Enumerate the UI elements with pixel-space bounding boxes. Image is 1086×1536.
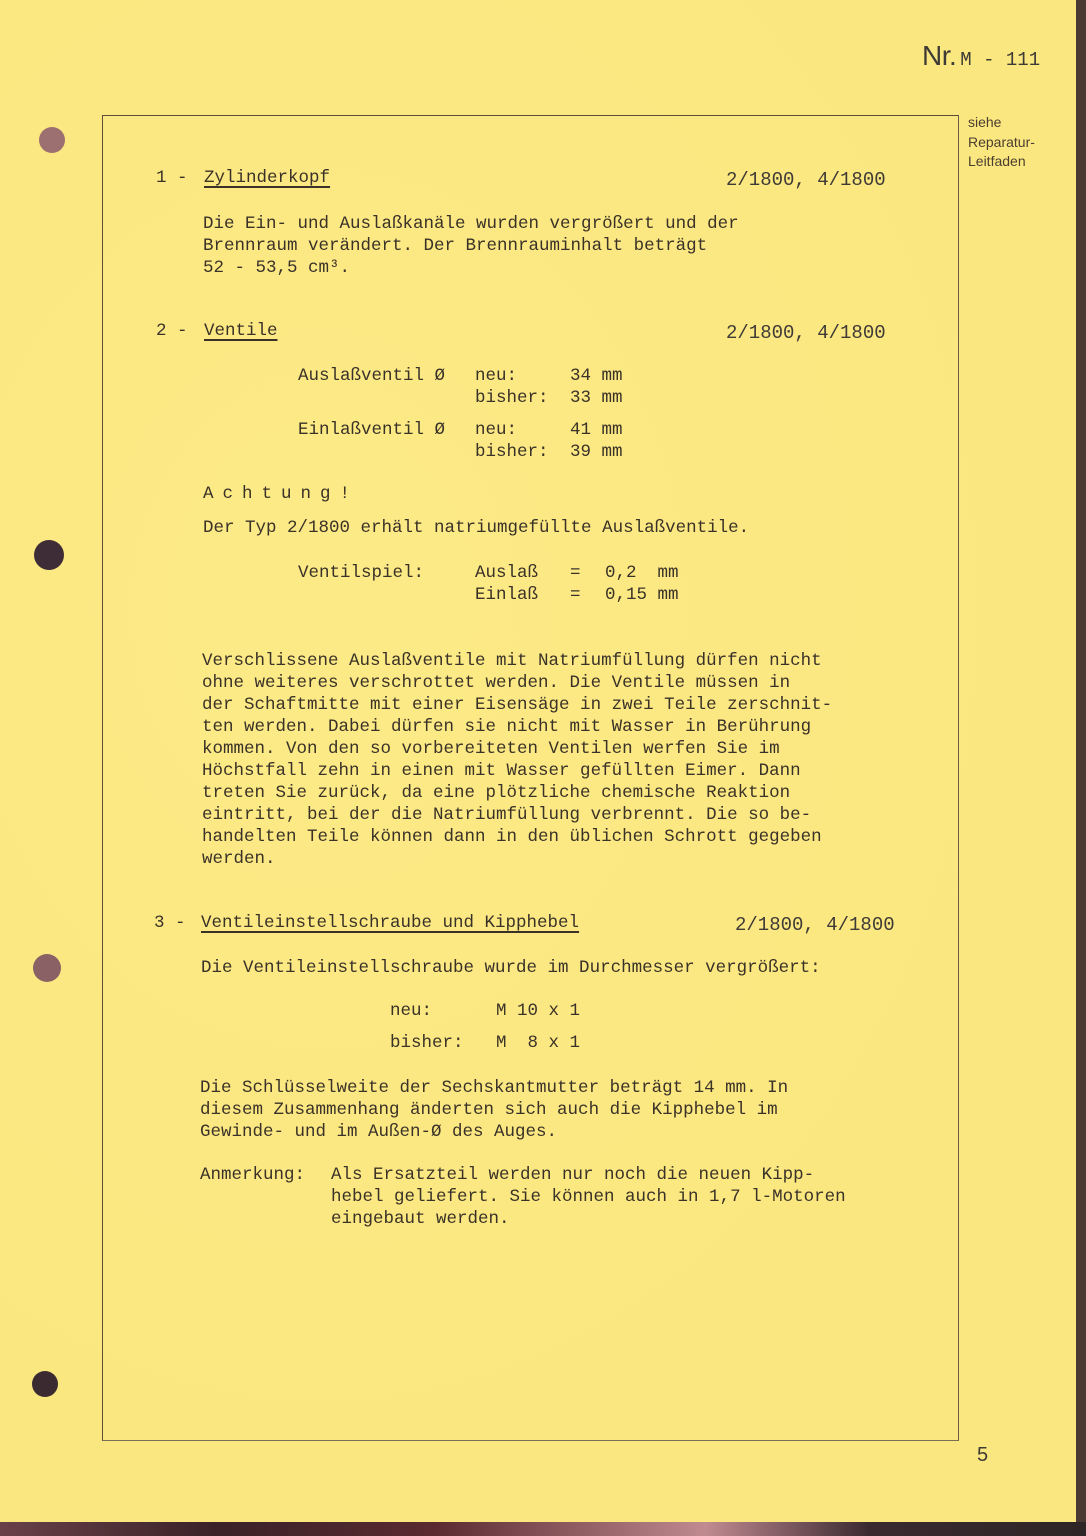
note-text-line: hebel geliefert. Sie können auch in 1,7 l-Motoren (331, 1187, 846, 1207)
clearance-exhaust-value: 0,2 mm (605, 563, 679, 583)
section-3-body-line: Die Schlüsselweite der Sechskantmutter beträgt 14 mm. In (200, 1078, 789, 1098)
margin-note-line: siehe (968, 114, 1002, 130)
exhaust-valve-old-label: bisher: (475, 388, 549, 408)
disposal-text-line: Verschlissene Auslaßventile mit Natriumfüllung dürfen nicht (202, 651, 822, 671)
clearance-exhaust-name: Auslaß (475, 563, 539, 583)
disposal-text-line: eintritt, bei der die Natriumfüllung verbrennt. Die so be- (202, 805, 812, 825)
section-3-body-line: diesem Zusammenhang änderten sich auch die Kipphebel im (200, 1100, 778, 1120)
disposal-text-line: der Schaftmitte mit einer Eisensäge in zwei Teile zerschnit- (202, 695, 833, 715)
section-1-number: 1 - (156, 168, 188, 188)
doc-code: M - 111 (960, 49, 1041, 71)
punch-hole (34, 540, 64, 570)
disposal-text-line: kommen. Von den so vorbereiteten Ventilen werfen Sie im (202, 739, 780, 759)
disposal-text-line: ten werden. Dabei dürfen sie nicht mit Wasser in Berührung (202, 717, 812, 737)
clearance-intake-eq: = (570, 585, 581, 605)
section-2-title: Ventile (204, 321, 278, 341)
section-3-title: Ventileinstellschraube und Kipphebel (201, 913, 580, 933)
intake-valve-new-label: neu: (475, 420, 518, 440)
clearance-intake-value: 0,15 mm (605, 585, 679, 605)
intake-valve-old-value: 39 mm (570, 442, 623, 462)
punch-hole (32, 1371, 58, 1397)
margin-note (968, 113, 1068, 172)
section-1-title: Zylinderkopf (204, 168, 331, 188)
section-3-body-line: Gewinde- und im Außen-Ø des Auges. (200, 1122, 558, 1142)
margin-note-line: Leitfaden (968, 153, 1026, 169)
margin-note-line: Reparatur- (968, 133, 1035, 150)
disposal-text-line: Höchstfall zehn in einen mit Wasser gefüllten Eimer. Dann (202, 761, 801, 781)
clearance-intake-name: Einlaß (475, 585, 539, 605)
section-3-models: 2/1800, 4/1800 (735, 914, 895, 936)
thread-new-label: neu: (390, 1001, 433, 1021)
section-1-models: 2/1800, 4/1800 (726, 169, 886, 191)
disposal-text-line: handelten Teile können dann in den üblichen Schrott gegeben (202, 827, 822, 847)
exhaust-valve-new-value: 34 mm (570, 366, 623, 386)
section-1-body-line: 52 - 53,5 cm³. (203, 258, 351, 278)
section-2-number: 2 - (156, 321, 188, 341)
section-2-models: 2/1800, 4/1800 (726, 322, 886, 344)
disposal-text-line: treten Sie zurück, da eine plötzliche chemische Reaktion (202, 783, 791, 803)
punch-hole (39, 127, 65, 153)
disposal-text-line: ohne weiteres verschrottet werden. Die Ventile müssen in (202, 673, 791, 693)
exhaust-valve-label: Auslaßventil Ø (298, 366, 446, 386)
warning-title: Achtung! (203, 484, 360, 504)
intake-valve-label: Einlaßventil Ø (298, 420, 446, 440)
document-number (922, 40, 1040, 72)
nr-label: Nr. (922, 40, 957, 71)
disposal-text-line: werden. (202, 849, 276, 869)
punch-hole (33, 954, 61, 982)
exhaust-valve-old-value: 33 mm (570, 388, 623, 408)
clearance-label: Ventilspiel: (298, 563, 425, 583)
scan-edge-bottom (0, 1522, 1086, 1536)
note-text-line: Als Ersatzteil werden nur noch die neuen Kipp- (331, 1165, 815, 1185)
note-label: Anmerkung: (200, 1165, 306, 1185)
intake-valve-new-value: 41 mm (570, 420, 623, 440)
thread-old-label: bisher: (390, 1033, 464, 1053)
thread-old-value: M 8 x 1 (496, 1033, 581, 1053)
note-text-line: eingebaut werden. (331, 1209, 510, 1229)
section-1-body-line: Die Ein- und Auslaßkanäle wurden vergrößert und der (203, 214, 739, 234)
thread-new-value: M 10 x 1 (496, 1001, 581, 1021)
page-number: 5 (977, 1444, 989, 1466)
clearance-exhaust-eq: = (570, 563, 581, 583)
exhaust-valve-new-label: neu: (475, 366, 518, 386)
section-1-body-line: Brennraum verändert. Der Brennrauminhalt beträgt (203, 236, 708, 256)
scan-edge-right (1076, 0, 1086, 1536)
intake-valve-old-label: bisher: (475, 442, 549, 462)
section-3-intro: Die Ventileinstellschraube wurde im Durchmesser vergrößert: (201, 958, 821, 978)
section-3-number: 3 - (154, 913, 186, 933)
warning-text: Der Typ 2/1800 erhält natriumgefüllte Auslaßventile. (203, 518, 750, 538)
